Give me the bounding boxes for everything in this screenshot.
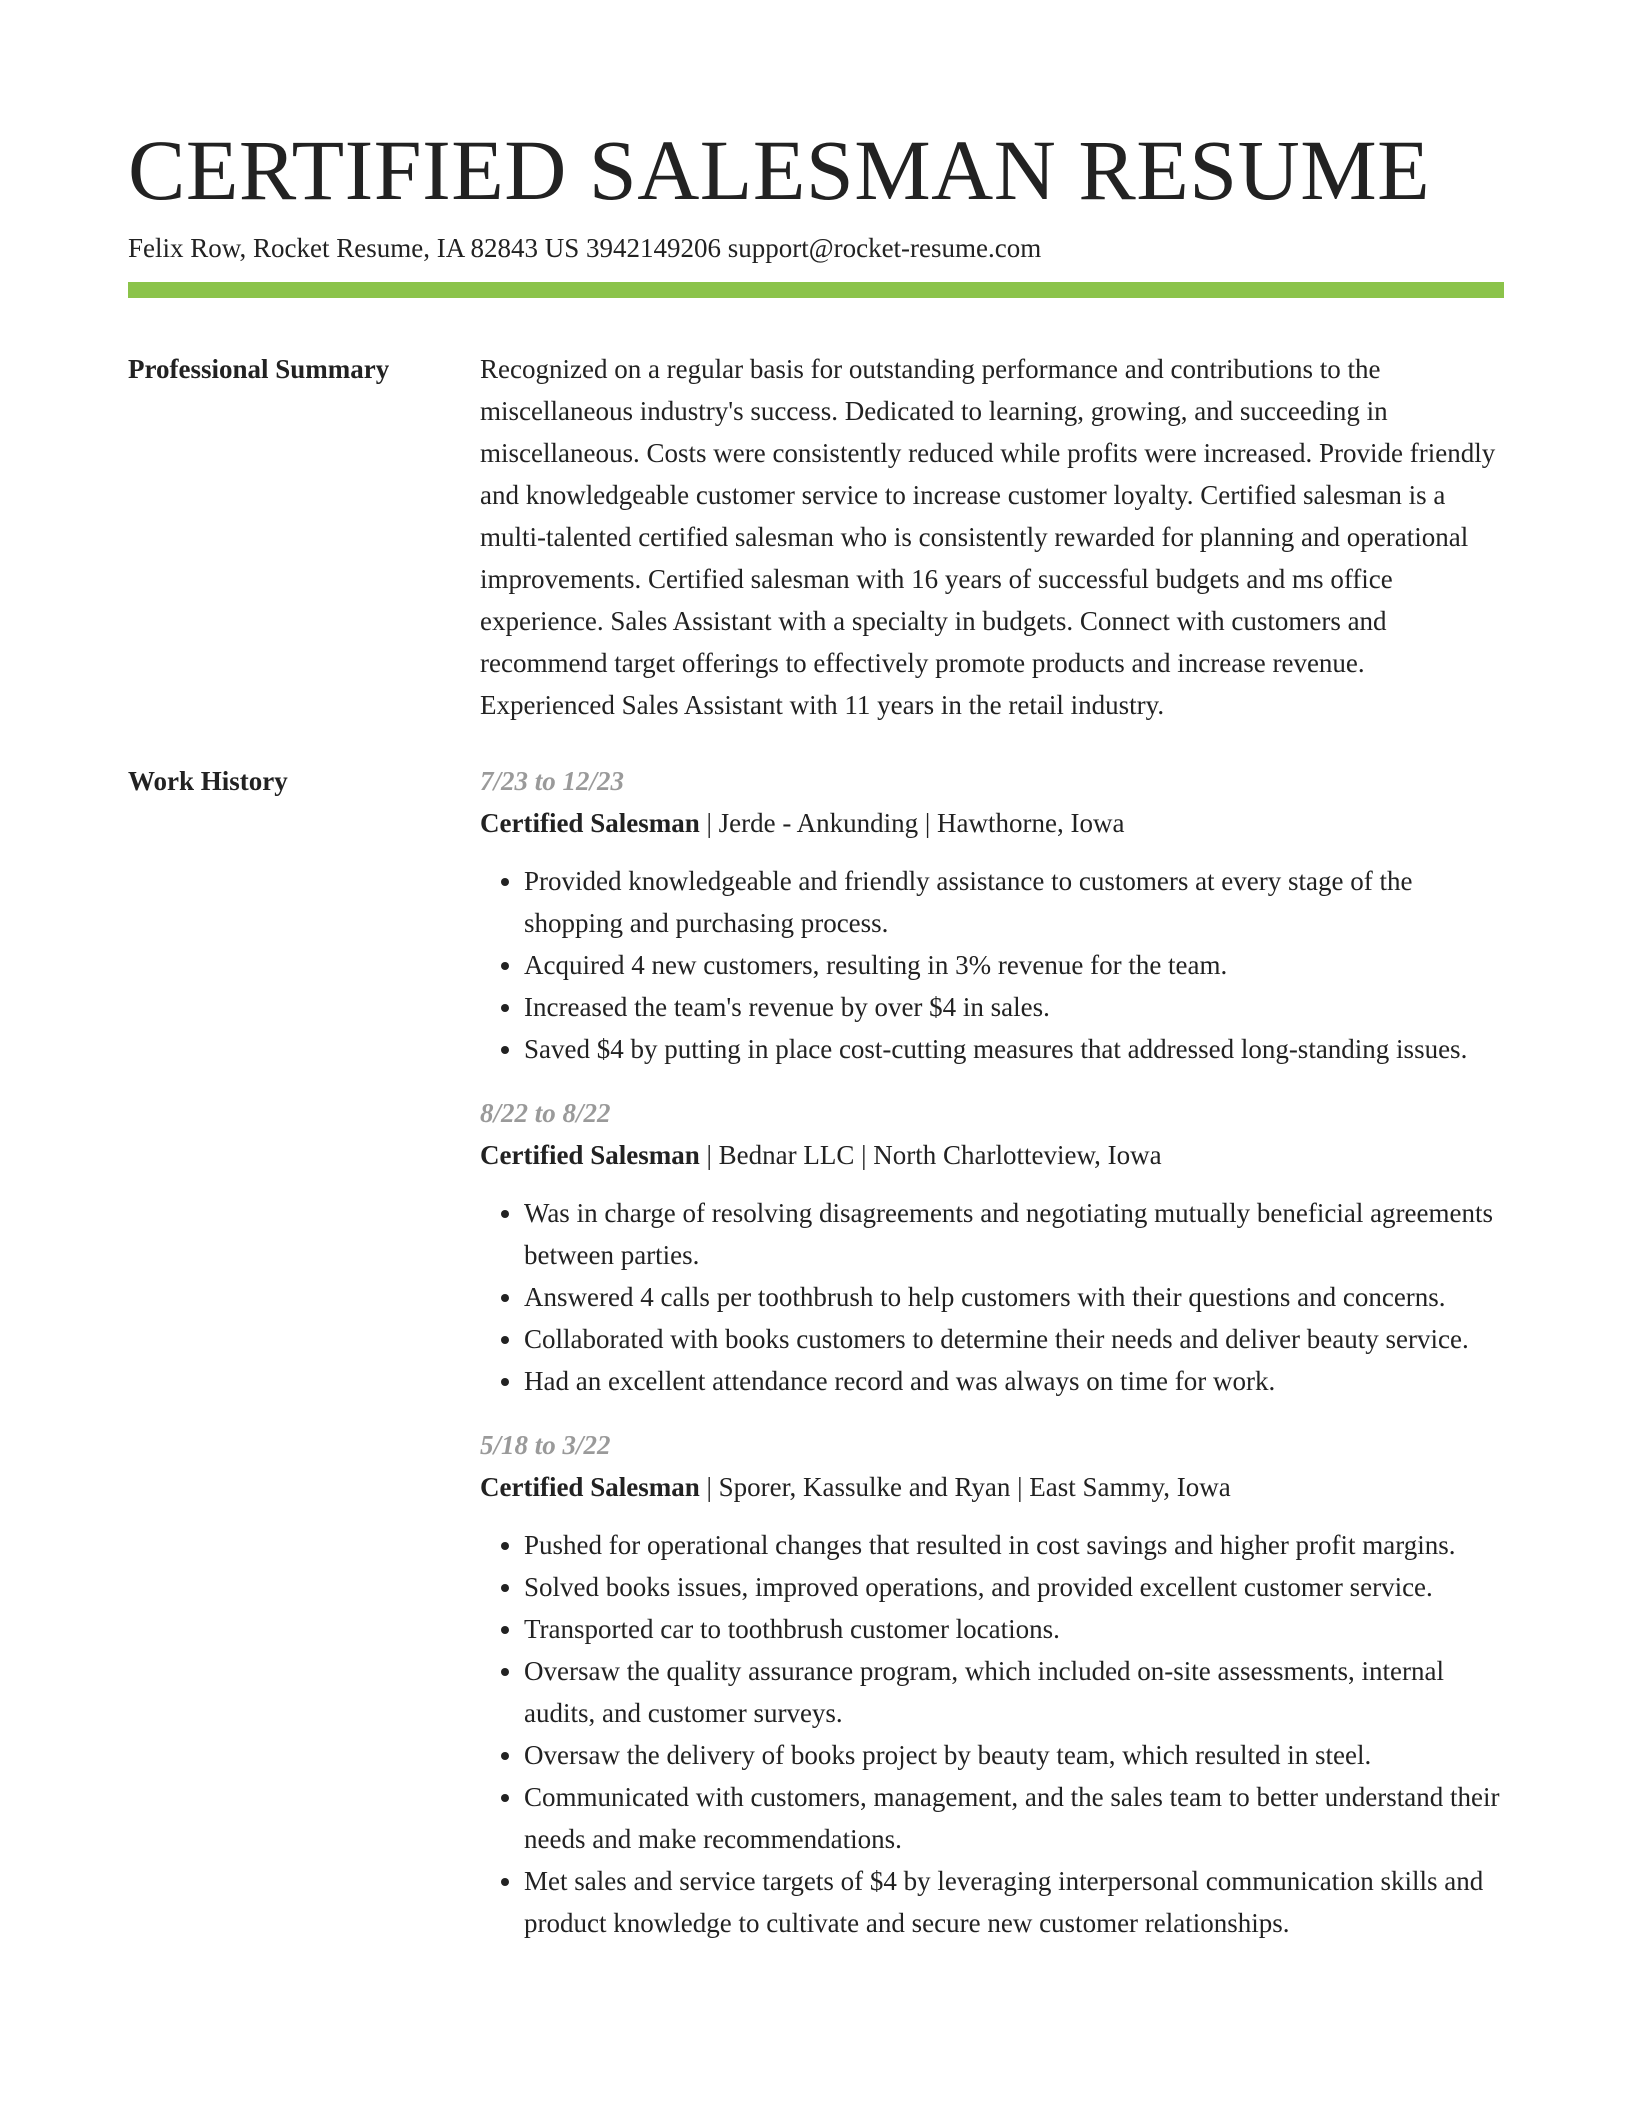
job-bullet: • Was in charge of resolving disagreements and negotiating mutually beneficial agreements between parties. — [524, 1192, 1504, 1276]
resume-title: CERTIFIED SALESMAN RESUME — [128, 122, 1431, 218]
job-heading — [480, 1466, 1504, 1508]
job-entry — [480, 1092, 1504, 1402]
professional-summary-section — [128, 348, 1504, 726]
section-label-professional-summary: Professional Summary — [128, 354, 390, 384]
header-accent-rule — [128, 282, 1504, 298]
job-bullet: • Met sales and service targets of $4 by leveraging interpersonal communication skills and product knowledge to cultivate and secure new customer relationships. — [524, 1860, 1504, 1944]
job-bullet: • Provided knowledgeable and friendly assistance to customers at every stage of the shopping and purchasing process. — [524, 860, 1504, 944]
job-employer-location: | Sporer, Kassulke and Ryan | East Sammy, Iowa — [699, 1472, 1231, 1502]
job-bullet-list — [480, 1524, 1504, 1944]
job-title: Certified Salesman — [480, 808, 700, 838]
job-bullet-list — [480, 860, 1504, 1070]
job-entry — [480, 1424, 1504, 1944]
job-entry — [480, 760, 1504, 1070]
job-bullet: • Answered 4 calls per toothbrush to help customers with their questions and concerns. — [524, 1276, 1504, 1318]
job-bullet: • Solved books issues, improved operations, and provided excellent customer service. — [524, 1566, 1504, 1608]
job-bullet: • Pushed for operational changes that resulted in cost savings and higher profit margins. — [524, 1524, 1504, 1566]
job-bullet: • Oversaw the quality assurance program, which included on-site assessments, internal audits, and customer surveys. — [524, 1650, 1504, 1734]
summary-body — [480, 348, 1504, 726]
job-heading — [480, 802, 1504, 844]
resume-page — [128, 118, 1504, 1944]
job-bullet: • Collaborated with books customers to determine their needs and deliver beauty service. — [524, 1318, 1504, 1360]
work-history-body — [480, 760, 1504, 1944]
job-dates: 5/18 to 3/22 — [480, 1430, 611, 1460]
job-heading — [480, 1134, 1504, 1176]
summary-text: Recognized on a regular basis for outstanding performance and contributions to the miscellaneous industry's success. Dedicated to learning, growing, and succeeding in miscellaneous. Costs were consistently reduced while profits were increased. Provide friendly and knowledgeable customer service to increase customer loyalty. Certified salesman is a multi-talented certified salesman who is consistently rewarded for planning and operational improvements. Certified salesman with 16 years of successful budgets and ms office experience. Sales Assistant with a specialty in budgets. Connect with customers and recommend target offerings to effectively promote products and increase revenue. Experienced Sales Assistant with 11 years in the retail industry. — [480, 354, 1496, 720]
job-title: Certified Salesman — [480, 1472, 700, 1502]
job-dates: 7/23 to 12/23 — [480, 766, 625, 796]
job-bullet-list — [480, 1192, 1504, 1402]
job-title: Certified Salesman — [480, 1140, 700, 1170]
job-employer-location: | Jerde - Ankunding | Hawthorne, Iowa — [699, 808, 1125, 838]
job-bullet: • Transported car to toothbrush customer locations. — [524, 1608, 1504, 1650]
job-bullet: • Acquired 4 new customers, resulting in 3% revenue for the team. — [524, 944, 1504, 986]
contact-info: Felix Row, Rocket Resume, IA 82843 US 3942149206 support@rocket-resume.com — [128, 233, 1042, 263]
job-bullet: • Communicated with customers, management, and the sales team to better understand their needs and make recommendations. — [524, 1776, 1504, 1860]
job-bullet: • Increased the team's revenue by over $4 in sales. — [524, 986, 1504, 1028]
job-bullet: • Saved $4 by putting in place cost-cutting measures that addressed long-standing issues. — [524, 1028, 1504, 1070]
job-bullet: • Had an excellent attendance record and was always on time for work. — [524, 1360, 1504, 1402]
section-label-work-history: Work History — [128, 766, 288, 796]
job-dates: 8/22 to 8/22 — [480, 1098, 611, 1128]
job-employer-location: | Bednar LLC | North Charlotteview, Iowa — [699, 1140, 1162, 1170]
work-history-section — [128, 760, 1504, 1944]
job-bullet: • Oversaw the delivery of books project by beauty team, which resulted in steel. — [524, 1734, 1504, 1776]
